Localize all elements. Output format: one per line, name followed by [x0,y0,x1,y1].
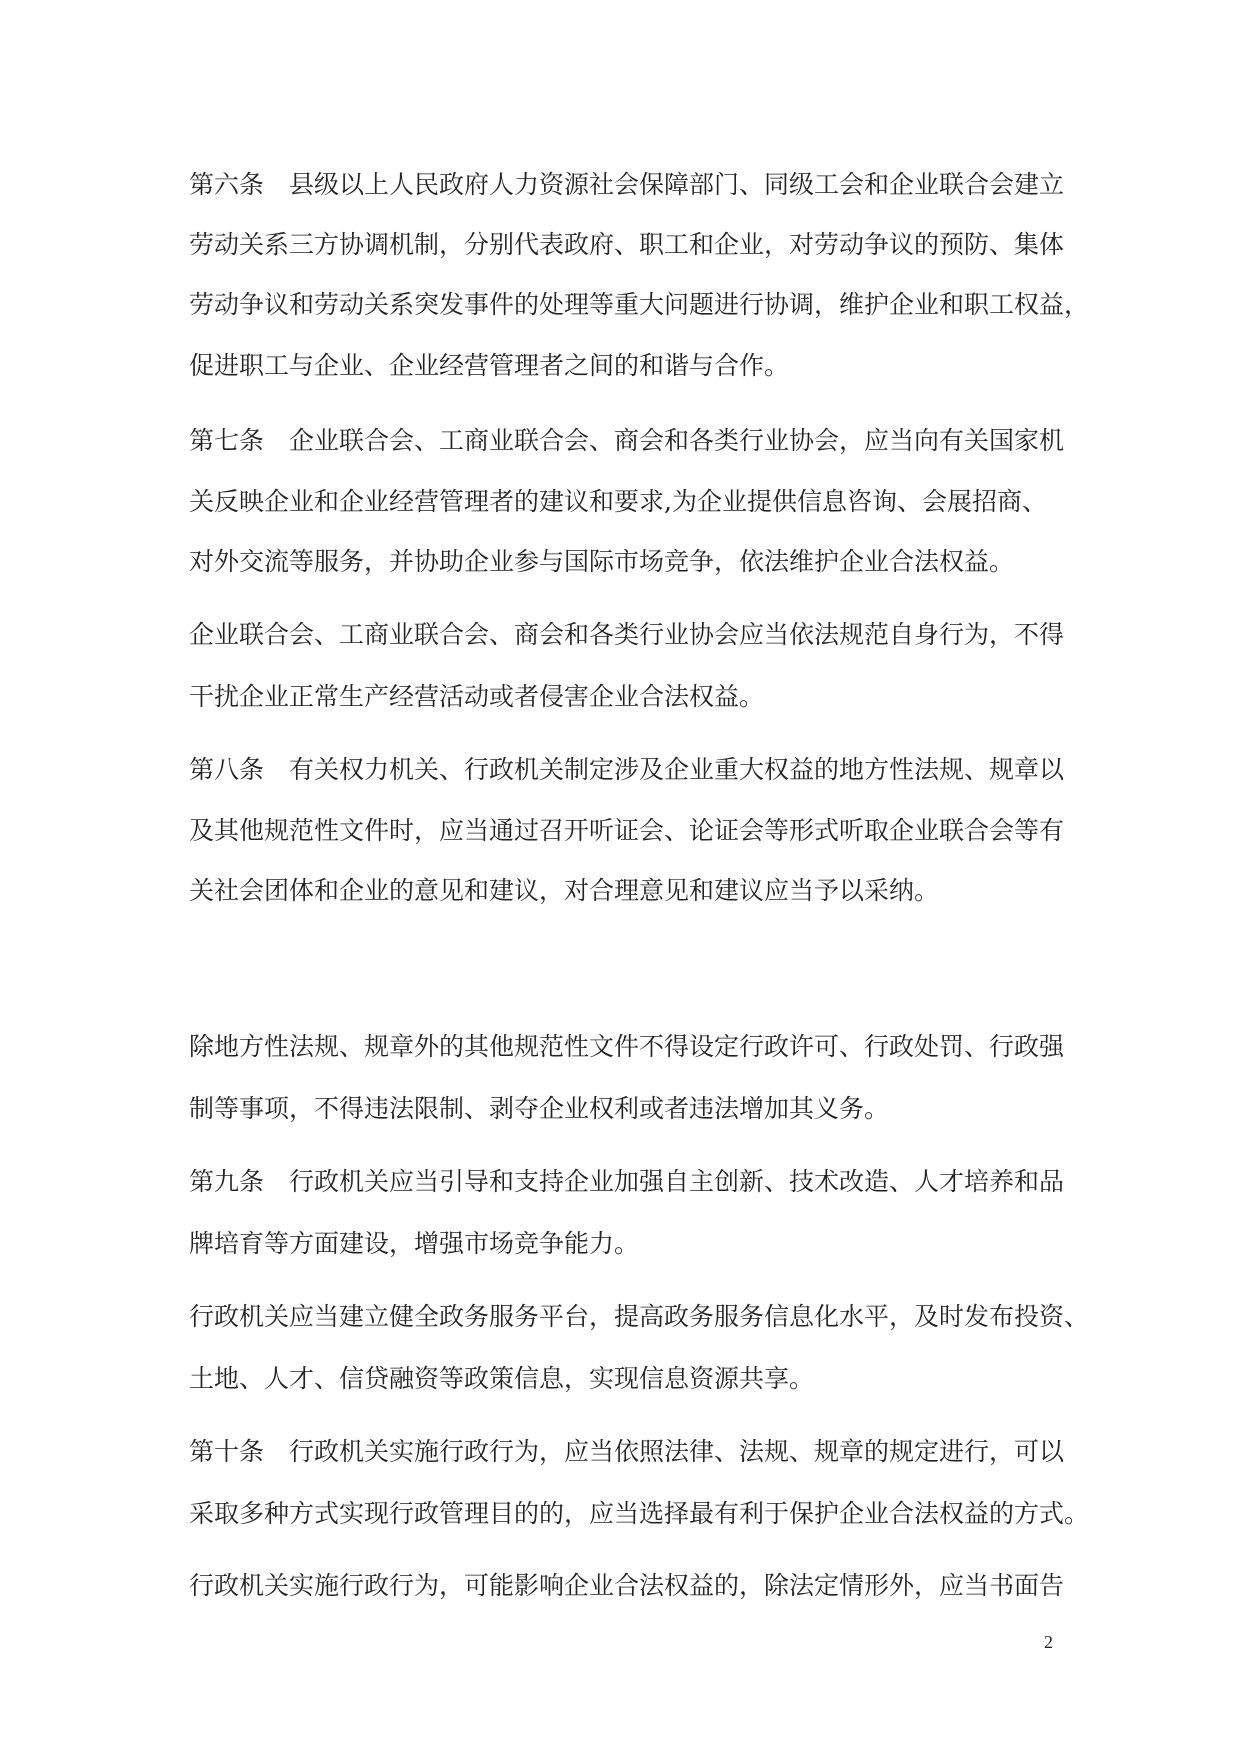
text-line: 促进职工与企业、企业经营管理者之间的和谐与合作。 [189,351,790,380]
text-line: 土地、人才、信贷融资等政策信息，实现信息资源共享。 [189,1364,815,1393]
text-line: 劳动关系三方协调机制，分别代表政府、职工和企业，对劳动争议的预防、集体 [189,230,1065,259]
text-line: 行政机关实施行政行为，可能影响企业合法权益的，除法定情形外，应当书面告 [189,1571,1065,1600]
text-line: 劳动争议和劳动关系突发事件的处理等重大问题进行协调，维护企业和职工权益， [189,290,1090,319]
page-number: 2 [1044,1632,1053,1652]
text-line: 第八条 有关权力机关、行政机关制定涉及企业重大权益的地方性法规、规章以 [189,755,1065,784]
text-line: 及其他规范性文件时，应当通过召开听证会、论证会等形式听取企业联合会等有 [189,816,1065,845]
text-line: 关反映企业和企业经营管理者的建议和要求,为企业提供信息咨询、会展招商、 [189,487,1047,516]
text-line: 行政机关应当建立健全政务服务平台，提高政务服务信息化水平，及时发布投资、 [189,1302,1090,1331]
text-line: 第六条 县级以上人民政府人力资源社会保障部门、同级工会和企业联合会建立 [189,170,1065,199]
text-line: 制等事项，不得违法限制、剥夺企业权利或者违法增加其义务。 [189,1094,890,1123]
text-line: 干扰企业正常生产经营活动或者侵害企业合法权益。 [189,682,765,711]
text-line: 第十条 行政机关实施行政行为，应当依照法律、法规、规章的规定进行，可以 [189,1437,1065,1466]
text-line: 牌培育等方面建设，增强市场竞争能力。 [189,1229,640,1258]
text-line: 关社会团体和企业的意见和建议，对合理意见和建议应当予以采纳。 [189,876,940,905]
text-line: 除地方性法规、规章外的其他规范性文件不得设定行政许可、行政处罚、行政强 [189,1032,1065,1061]
text-line: 企业联合会、工商业联合会、商会和各类行业协会应当依法规范自身行为，不得 [189,620,1065,649]
text-line: 对外交流等服务，并协助企业参与国际市场竞争，依法维护企业合法权益。 [189,547,1015,576]
text-line: 采取多种方式实现行政管理目的的，应当选择最有利于保护企业合法权益的方式。 [189,1499,1090,1528]
text-line: 第七条 企业联合会、工商业联合会、商会和各类行业协会，应当向有关国家机 [189,426,1065,455]
text-line: 第九条 行政机关应当引导和支持企业加强自主创新、技术改造、人才培养和品 [189,1167,1065,1196]
